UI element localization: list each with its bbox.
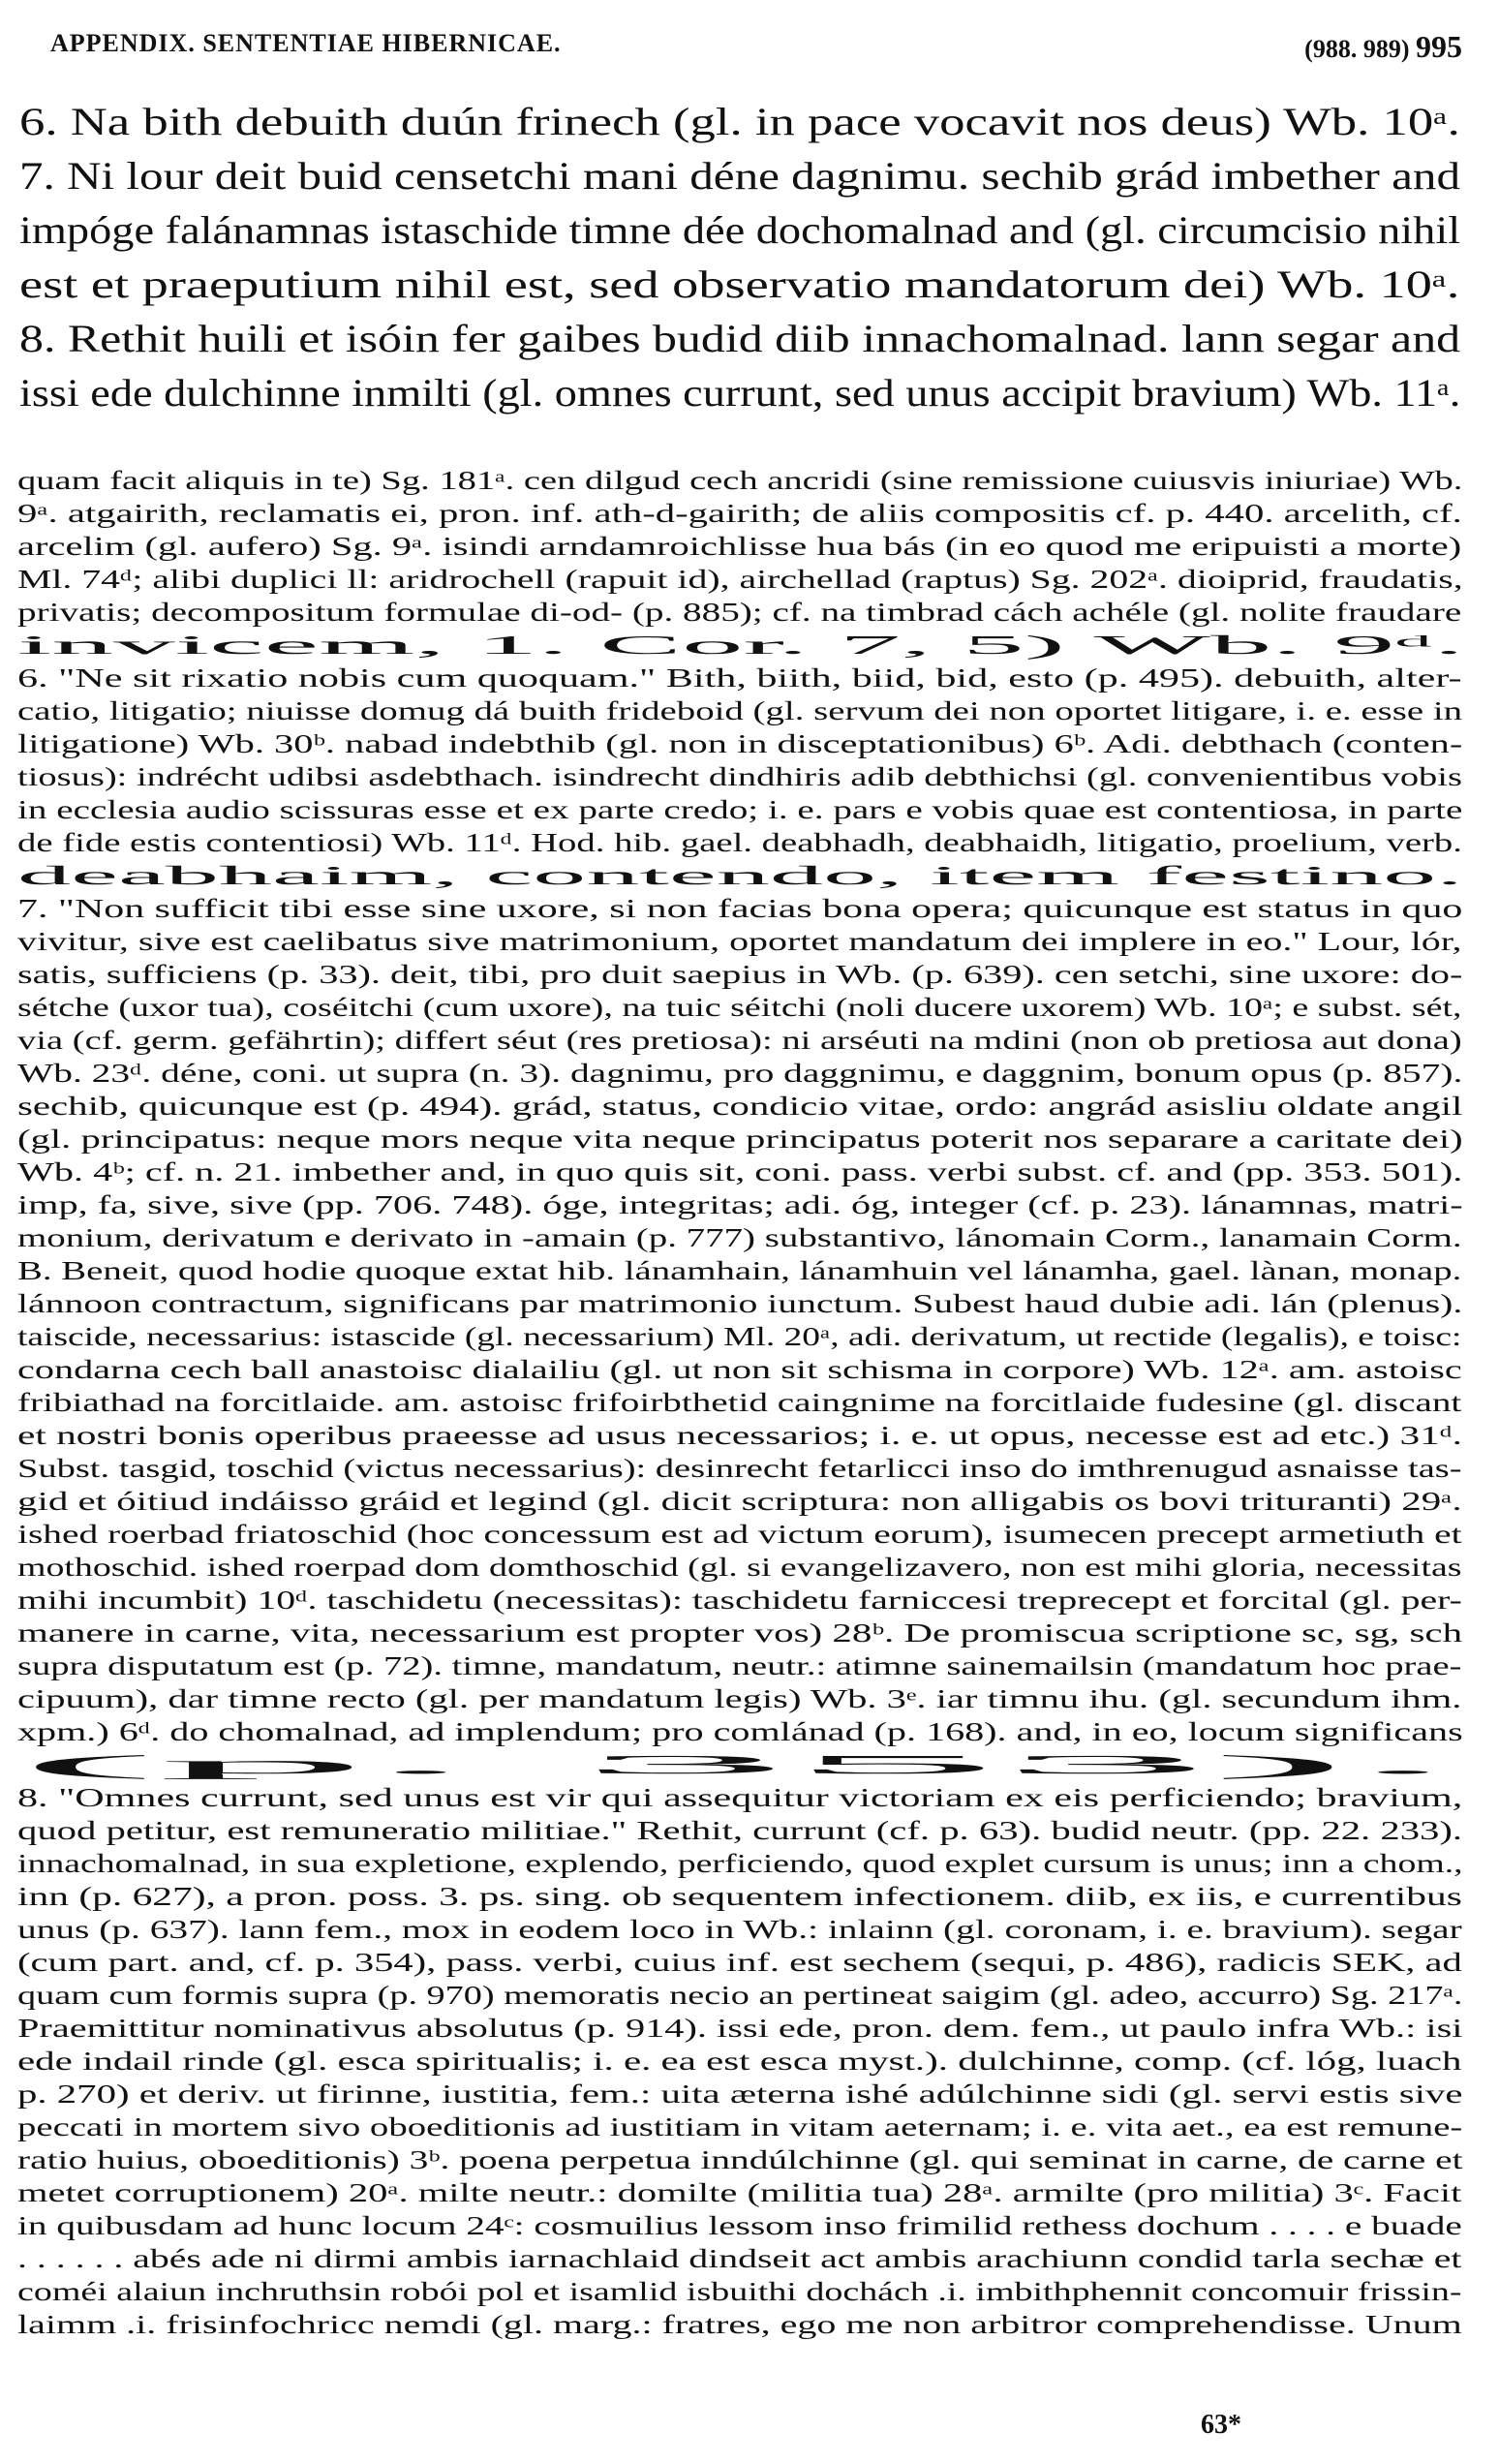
commentary-line: fribiathad na forcitlaide. am. astoisc frifoirbthetid caingnime na forcitlaide fudesine (gl. discant [17, 1388, 1462, 1417]
commentary-line: laimm .i. frisinfochricc nemdi (gl. marg.: fratres, ego me non arbitror comprehendisse. Unum [17, 2310, 1462, 2339]
commentary-line: ished roerbad friatoschid (hoc concessum est ad victum eorum), isumecen precept armetiuth et [17, 1520, 1462, 1549]
page-refs: (988. 989) [1304, 35, 1410, 63]
commentary-line: metet corruptionem) 20ᵃ. milte neutr.: domilte (militia tua) 28ᵃ. armilte (pro militia) 3ᶜ. Facit [17, 2178, 1462, 2207]
page-number: 995 [1416, 29, 1462, 64]
commentary-line: (cum part. and, cf. p. 354), pass. verbi, cuius inf. est sechem (sequi, p. 486), radicis SEK, ad [17, 1948, 1462, 1977]
commentary-line: 6. "Ne sit rixatio nobis cum quoquam." Bith, biith, biid, bid, esto (p. 495). debuith, alter- [17, 663, 1462, 693]
commentary-line: imp, fa, sive, sive (pp. 706. 748). óge, integritas; adi. óg, integer (cf. p. 23). lánamnas, matri- [17, 1190, 1463, 1219]
commentary-line: mihi incumbit) 10ᵈ. taschidetu (necessitas): taschidetu farniccesi treprecept et forcital (gl. per- [17, 1586, 1462, 1615]
commentary-line: quod petitur, est remuneratio militiae." Rethit, currunt (cf. p. 63). budid neutr. (pp. 22. 233). [17, 1816, 1463, 1845]
commentary-line: invicem, 1. Cor. 7, 5) Wb. 9ᵈ. [17, 631, 1465, 660]
commentary-line: inn (p. 627), a pron. poss. 3. ps. sing. ob sequentem infectionem. diib, ex iis, e currentibus [17, 1882, 1462, 1911]
commentary-line: peccati in mortem sivo oboeditionis ad iustitiam in vitam aeternam; i. e. vita aet., ea est remune- [17, 2112, 1463, 2141]
commentary-line: tiosus): indrécht udibsi asdebthach. isindrecht dindhiris adib debthichsi (gl. convenientibus vobis [17, 762, 1462, 791]
commentary-line: monium, derivatum e derivato in -amain (p. 777) substantivo, lánomain Corm., lanamain Corm. [17, 1223, 1462, 1252]
commentary-line: mothoschid. ished roerpad dom domthoschid (gl. si evangelizavero, non est mihi gloria, necessitas [17, 1553, 1462, 1582]
commentary-line: vivitur, sive est caelibatus sive matrimonium, oportet mandatum dei implere in eo." Lour, lór, [17, 927, 1462, 956]
commentary-line: 7. "Non sufficit tibi esse sine uxore, si non facias bona opera; quicunque est status in quo [17, 894, 1463, 923]
signature-mark: 63* [1201, 2410, 1241, 2440]
commentary-line: in ecclesia audio scissuras esse et ex parte credo; i. e. pars e vobis quae est contentiosa, in parte [17, 795, 1463, 824]
commentary-line: satis, sufficiens (p. 33). deit, tibi, pro duit saepius in Wb. (p. 639). cen setchi, sine uxore: do- [17, 960, 1463, 989]
commentary-line: de fide estis contentiosi) Wb. 11ᵈ. Hod. hib. gael. deabhadh, deabhaidh, litigatio, proelium, verb. [17, 828, 1462, 857]
sentence-line: 8. Rethit huili et isóin fer gaibes budid diib innachomalnad. lann segar and [19, 317, 1461, 360]
commentary-line: et nostri bonis operibus praeesse ad usus necessarios; i. e. ut opus, necesse est ad etc.) 31ᵈ. [17, 1421, 1463, 1450]
commentary-line: Ml. 74ᵈ; alibi duplici ll: aridrochell (rapuit id), airchellad (raptus) Sg. 202ᵃ. dioiprid, fraudatis, [17, 565, 1463, 594]
commentary-line: Wb. 23ᵈ. déne, coni. ut supra (n. 3). dagnimu, pro daggnimu, e daggnim, bonum opus (p. 857). [17, 1059, 1463, 1088]
commentary-line: p. 270) et deriv. ut firinne, iustitia, fem.: uita æterna ishé adúlchinne sidi (gl. servi estis sive [17, 2079, 1463, 2109]
commentary-line: Subst. tasgid, toschid (victus necessarius): desinrecht fetarlicci inso do imthrenugud asnaisse tas- [17, 1454, 1462, 1483]
commentary-line: coméi alaiun inchruthsin robói pol et isamlid isbuithi dochách .i. imbithphennit concomuir frissin- [17, 2277, 1462, 2306]
commentary-line: Praemittitur nominativus absolutus (p. 914). issi ede, pron. dem. fem., ut paulo infra Wb.: isi [17, 2014, 1463, 2043]
commentary-line: 8. "Omnes currunt, sed unus est vir qui assequitur victoriam ex eis perficiendo; bravium, [17, 1783, 1463, 1812]
commentary-line: sétche (uxor tua), coséitchi (cum uxore), na tuic séitchi (noli ducere uxorem) Wb. 10ᵃ; e subst. sét, [17, 993, 1462, 1022]
sentence-line: 6. Na bith debuith duún frinech (gl. in pace vocavit nos deus) Wb. 10ᵃ. [19, 100, 1460, 143]
commentary-line: (p. 353). [17, 1750, 1456, 1779]
sentence-line: impóge falánamnas istaschide timne dée dochomalnad and (gl. circumcisio nihil [19, 208, 1461, 252]
commentary-line: xpm.) 6ᵈ. do chomalnad, ad implendum; pro comlánad (p. 168). and, in eo, locum significans [17, 1717, 1463, 1746]
commentary-line: sechib, quicunque est (p. 494). grád, status, condicio vitae, ordo: angrád asisliu oldate angil [17, 1092, 1463, 1121]
commentary-line: in quibusdam ad hunc locum 24ᶜ: cosmuilius lessom inso frimilid rethess dochum . . . . e buade [17, 2211, 1462, 2240]
commentary-line: cipuum), dar timne recto (gl. per mandatum legis) Wb. 3ᵉ. iar timnu ihu. (gl. secundum ihm. [17, 1684, 1462, 1713]
running-title: APPENDIX. SENTENTIAE HIBERNICAE. [50, 29, 562, 57]
commentary-line: B. Beneit, quod hodie quoque extat hib. lánamhain, lánamhuin vel lánamha, gael. lànan, monap. [17, 1256, 1462, 1285]
commentary-line: (gl. principatus: neque mors neque vita neque principatus poterit nos separare a caritate dei) [17, 1124, 1463, 1154]
sentence-line: issi ede dulchinne inmilti (gl. omnes currunt, sed unus accipit bravium) Wb. 11ᵃ. [19, 371, 1461, 415]
sentence-line: 7. Ni lour deit buid censetchi mani déne dagnimu. sechib grád imbether and [19, 154, 1460, 198]
commentary-line: deabhaim, contendo, item festino. [17, 861, 1463, 890]
commentary-line: taiscide, necessarius: istascide (gl. necessarium) Ml. 20ᵃ, adi. derivatum, ut rectide (legalis), e toisc: [17, 1322, 1462, 1351]
sentence-line: est et praeputium nihil est, sed observatio mandatorum dei) Wb. 10ᵃ. [19, 262, 1460, 306]
commentary-line: ratio huius, oboeditionis) 3ᵇ. poena perpetua inndúlchinne (gl. qui seminat in carne, de carne et [17, 2145, 1463, 2174]
commentary-line: manere in carne, vita, necessarium est propter vos) 28ᵇ. De promiscua scriptione sc, sg, sch [17, 1618, 1463, 1648]
commentary-line: 9ᵃ. atgairith, reclamatis ei, pron. inf. ath-d-gairith; de aliis compositis cf. p. 440. arcelith, cf. [17, 499, 1462, 528]
commentary-line: supra disputatum est (p. 72). timne, mandatum, neutr.: atimne sainemailsin (mandatum hoc prae- [17, 1651, 1462, 1680]
commentary-line: quam facit aliquis in te) Sg. 181ᵃ. cen dilgud cech ancridi (sine remissione cuiusvis iniuriae) Wb. [17, 466, 1463, 495]
commentary-line: quam cum formis supra (p. 970) memoratis necio an pertineat saigim (gl. adeo, accurro) Sg. 217ᵃ. [17, 1981, 1463, 2010]
commentary-line: . . . . . . abés ade ni dirmi ambis iarnachlaid dindseit act ambis arachiunn condid tarla sechæ et [17, 2244, 1462, 2273]
commentary-line: litigatione) Wb. 30ᵇ. nabad indebthib (gl. non in disceptationibus) 6ᵇ. Adi. debthach (conten- [17, 729, 1463, 758]
commentary-line: condarna cech ball anastoisc dialailiu (gl. ut non sit schisma in corpore) Wb. 12ᵃ. am. astoisc [17, 1355, 1462, 1384]
commentary-line: unus (p. 637). lann fem., mox in eodem loco in Wb.: inlainn (gl. coronam, i. e. bravium). segar [17, 1915, 1462, 1944]
commentary-line: catio, litigatio; niuisse domug dá buith frideboid (gl. servum dei non oportet litigare, i. e. esse in [17, 696, 1463, 725]
running-header [50, 29, 1462, 64]
commentary-line: gid et óitiud indáisso gráid et legind (gl. dicit scriptura: non alligabis os bovi trituranti) 29ᵃ. [17, 1487, 1462, 1516]
commentary-line: via (cf. germ. gefährtin); differt séut (res pretiosa): ni arséuti na mdini (non ob pretiosa aut dona) [17, 1026, 1462, 1055]
commentary-line: innachomalnad, in sua expletione, explendo, perficiendo, quod explet cursum is unus; inn a chom., [17, 1849, 1463, 1878]
commentary-line: ede indail rinde (gl. esca spiritualis; i. e. ea est esca myst.). dulchinne, comp. (cf. lóg, luach [17, 2047, 1462, 2076]
commentary-line: lánnoon contractum, significans par matrimonio iunctum. Subest haud dubie adi. lán (plenus). [17, 1289, 1463, 1318]
commentary-line: privatis; decompositum formulae di-od- (p. 885); cf. na timbrad cách achéle (gl. nolite fraudare [17, 598, 1462, 627]
commentary-line: Wb. 4ᵇ; cf. n. 21. imbether and, in quo quis sit, coni. pass. verbi subst. cf. and (pp. 353. 501). [17, 1157, 1463, 1186]
commentary-line: arcelim (gl. aufero) Sg. 9ᵃ. isindi arndamroichlisse hua bás (in eo quod me eripuisti a morte) [17, 532, 1462, 561]
page-refs-block [1304, 29, 1462, 65]
